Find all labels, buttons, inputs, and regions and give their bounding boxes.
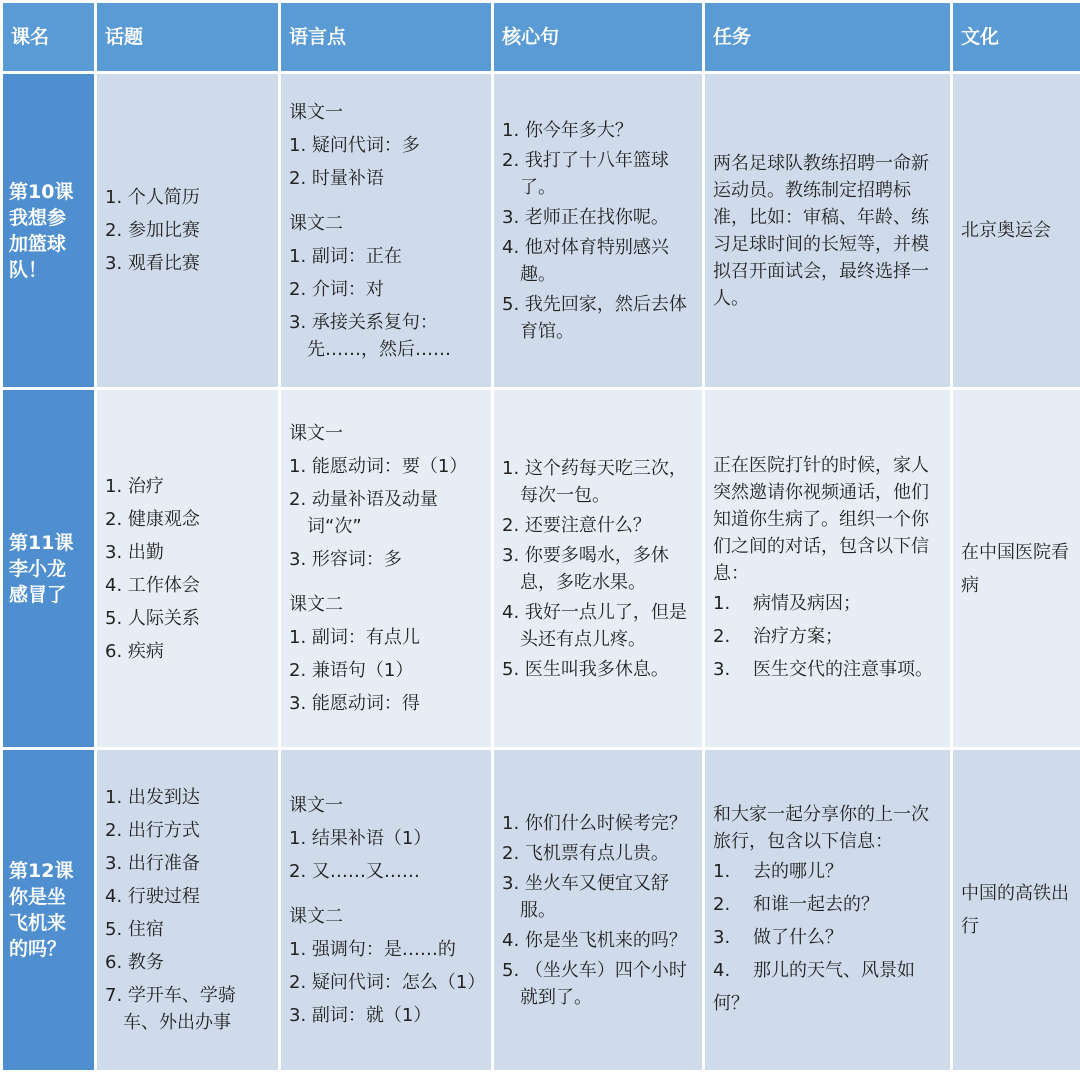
table-row [2, 73, 1080, 389]
task-list-text: 治疗方案； [753, 626, 843, 647]
grammar-item: 2. 兼语句（1） [289, 654, 483, 687]
lesson-name-line: 加篮球 [9, 231, 88, 257]
sentence-item: 4. 你是坐飞机来的吗？ [502, 927, 694, 954]
topic-item: 1. 治疗 [105, 470, 270, 503]
grammar-group [289, 588, 483, 720]
grammar-item: 3. 承接关系复句：先……，然后…… [289, 309, 483, 363]
topics-cell [96, 389, 280, 749]
sentence-item: 3. 你要多喝水，多休息，多吃水果。 [502, 542, 694, 596]
grammar-item: 1. 副词：有点儿 [289, 621, 483, 654]
sentence-item: 3. 老师正在找你呢。 [502, 204, 694, 231]
lesson-name-cell [2, 73, 96, 389]
sentences-cell [493, 749, 704, 1072]
grammar-item: 1. 能愿动词：要（1） [289, 450, 483, 483]
lesson-name-line: 李小龙 [9, 556, 88, 582]
task-list-text: 去的哪儿？ [753, 861, 843, 882]
sentence-item: 2. 我打了十八年篮球了。 [502, 147, 694, 201]
task-list-item [713, 620, 942, 653]
task-list-item [713, 921, 942, 954]
task-list-number: 3. [713, 921, 753, 954]
grammar-item: 1. 结果补语（1） [289, 822, 483, 855]
header-row [2, 2, 1080, 73]
lesson-name-line: 我想参 [9, 205, 88, 231]
grammar-item: 3. 形容词：多 [289, 543, 483, 576]
lesson-name-cell [2, 389, 96, 749]
sentence-item: 2. 飞机票有点儿贵。 [502, 840, 694, 867]
culture-cell: 北京奥运会 [952, 73, 1080, 389]
sentence-item: 5. 我先回家，然后去体育馆。 [502, 291, 694, 345]
table-row [2, 389, 1080, 749]
grammar-item: 2. 动量补语及动量词“次” [289, 486, 483, 540]
task-list-number: 1. [713, 587, 753, 620]
lesson-name-line: 感冒了 [9, 582, 88, 608]
grammar-cell [280, 749, 493, 1072]
grammar-item: 2. 疑问代词：怎么（1） [289, 966, 483, 999]
culture-cell: 在中国医院看病 [952, 389, 1080, 749]
sentences-cell [493, 73, 704, 389]
grammar-item: 3. 能愿动词：得 [289, 687, 483, 720]
task-list-text: 做了什么？ [753, 927, 843, 948]
topic-item: 5. 人际关系 [105, 602, 270, 635]
lesson-name-line: 第11课 [9, 530, 88, 556]
topics-cell [96, 73, 280, 389]
task-list-text: 那儿的天气、风景如何？ [713, 960, 915, 1014]
grammar-group-title: 课文二 [289, 588, 483, 621]
grammar-group-title: 课文二 [289, 207, 483, 240]
lesson-name-line: 飞机来 [9, 910, 88, 936]
task-list-number: 1. [713, 855, 753, 888]
sentence-item: 5. 医生叫我多休息。 [502, 656, 694, 683]
task-list-number: 2. [713, 888, 753, 921]
grammar-item: 1. 疑问代词：多 [289, 129, 483, 162]
sentence-item: 4. 我好一点儿了，但是头还有点儿疼。 [502, 599, 694, 653]
task-list-item [713, 653, 942, 686]
topics-cell [96, 749, 280, 1072]
grammar-group [289, 417, 483, 576]
header-lesson: 课名 [2, 2, 96, 73]
task-list-number: 2. [713, 620, 753, 653]
task-list-number: 4. [713, 954, 753, 987]
grammar-group-title: 课文二 [289, 900, 483, 933]
task-text: 两名足球队教练招聘一命新运动员。教练制定招聘标准，比如：审稿、年龄、练习足球时间的长短等，并模拟召开面试会，最终选择一人。 [713, 150, 942, 312]
grammar-group [289, 900, 483, 1032]
grammar-item: 2. 又……又…… [289, 855, 483, 888]
sentence-item: 2. 还要注意什么？ [502, 512, 694, 539]
grammar-item: 1. 副词：正在 [289, 240, 483, 273]
lesson-name-line: 的吗？ [9, 936, 88, 962]
grammar-item: 2. 介词：对 [289, 273, 483, 306]
header-task: 任务 [704, 2, 952, 73]
topic-item: 2. 健康观念 [105, 503, 270, 536]
topic-item: 1. 个人简历 [105, 181, 270, 214]
sentence-item: 1. 你今年多大？ [502, 117, 694, 144]
task-list-item [713, 888, 942, 921]
topic-item: 2. 参加比赛 [105, 214, 270, 247]
task-text: 和大家一起分享你的上一次旅行，包含以下信息： [713, 801, 942, 855]
grammar-group-title: 课文一 [289, 96, 483, 129]
header-culture: 文化 [952, 2, 1080, 73]
grammar-item: 3. 副词：就（1） [289, 999, 483, 1032]
topic-item: 4. 行驶过程 [105, 880, 270, 913]
grammar-group-title: 课文一 [289, 417, 483, 450]
topic-item: 5. 住宿 [105, 913, 270, 946]
grammar-item: 1. 强调句：是……的 [289, 933, 483, 966]
grammar-cell [280, 73, 493, 389]
grammar-group [289, 207, 483, 363]
task-list-text: 病情及病因； [753, 593, 861, 614]
topic-item: 6. 疾病 [105, 635, 270, 668]
lesson-name-line: 你是坐 [9, 884, 88, 910]
grammar-group [289, 789, 483, 888]
grammar-group [289, 96, 483, 195]
lesson-name-cell [2, 749, 96, 1072]
sentence-item: 1. 你们什么时候考完？ [502, 810, 694, 837]
sentence-item: 4. 他对体育特别感兴趣。 [502, 234, 694, 288]
task-list-text: 和谁一起去的？ [753, 894, 879, 915]
topic-item: 3. 出勤 [105, 536, 270, 569]
task-cell [704, 389, 952, 749]
table-row [2, 749, 1080, 1072]
topic-item: 1. 出发到达 [105, 781, 270, 814]
sentence-item: 3. 坐火车又便宜又舒服。 [502, 870, 694, 924]
task-list-item [713, 587, 942, 620]
task-list-item [713, 855, 942, 888]
lesson-name-line: 第10课 [9, 179, 88, 205]
grammar-item: 2. 时量补语 [289, 162, 483, 195]
header-sentences: 核心句 [493, 2, 704, 73]
lesson-name-line: 队！ [9, 257, 88, 283]
sentence-item: 1. 这个药每天吃三次，每次一包。 [502, 455, 694, 509]
topic-item: 2. 出行方式 [105, 814, 270, 847]
sentence-item: 5. （坐火车）四个小时就到了。 [502, 957, 694, 1011]
task-list-item [713, 954, 942, 1020]
task-cell [704, 73, 952, 389]
grammar-cell [280, 389, 493, 749]
task-text: 正在医院打针的时候，家人突然邀请你视频通话，他们知道你生病了。组织一个你们之间的对话，包含以下信息： [713, 452, 942, 587]
header-grammar: 语言点 [280, 2, 493, 73]
topic-item: 3. 出行准备 [105, 847, 270, 880]
grammar-group-title: 课文一 [289, 789, 483, 822]
task-list-number: 3. [713, 653, 753, 686]
topic-item: 6. 教务 [105, 946, 270, 979]
lesson-name-line: 第12课 [9, 858, 88, 884]
header-topic: 话题 [96, 2, 280, 73]
culture-cell: 中国的高铁出行 [952, 749, 1080, 1072]
task-list-text: 医生交代的注意事项。 [753, 659, 933, 680]
sentences-cell [493, 389, 704, 749]
topic-item: 4. 工作体会 [105, 569, 270, 602]
topic-item: 7. 学开车、学骑车、外出办事 [105, 982, 270, 1036]
topic-item: 3. 观看比赛 [105, 247, 270, 280]
task-cell [704, 749, 952, 1072]
